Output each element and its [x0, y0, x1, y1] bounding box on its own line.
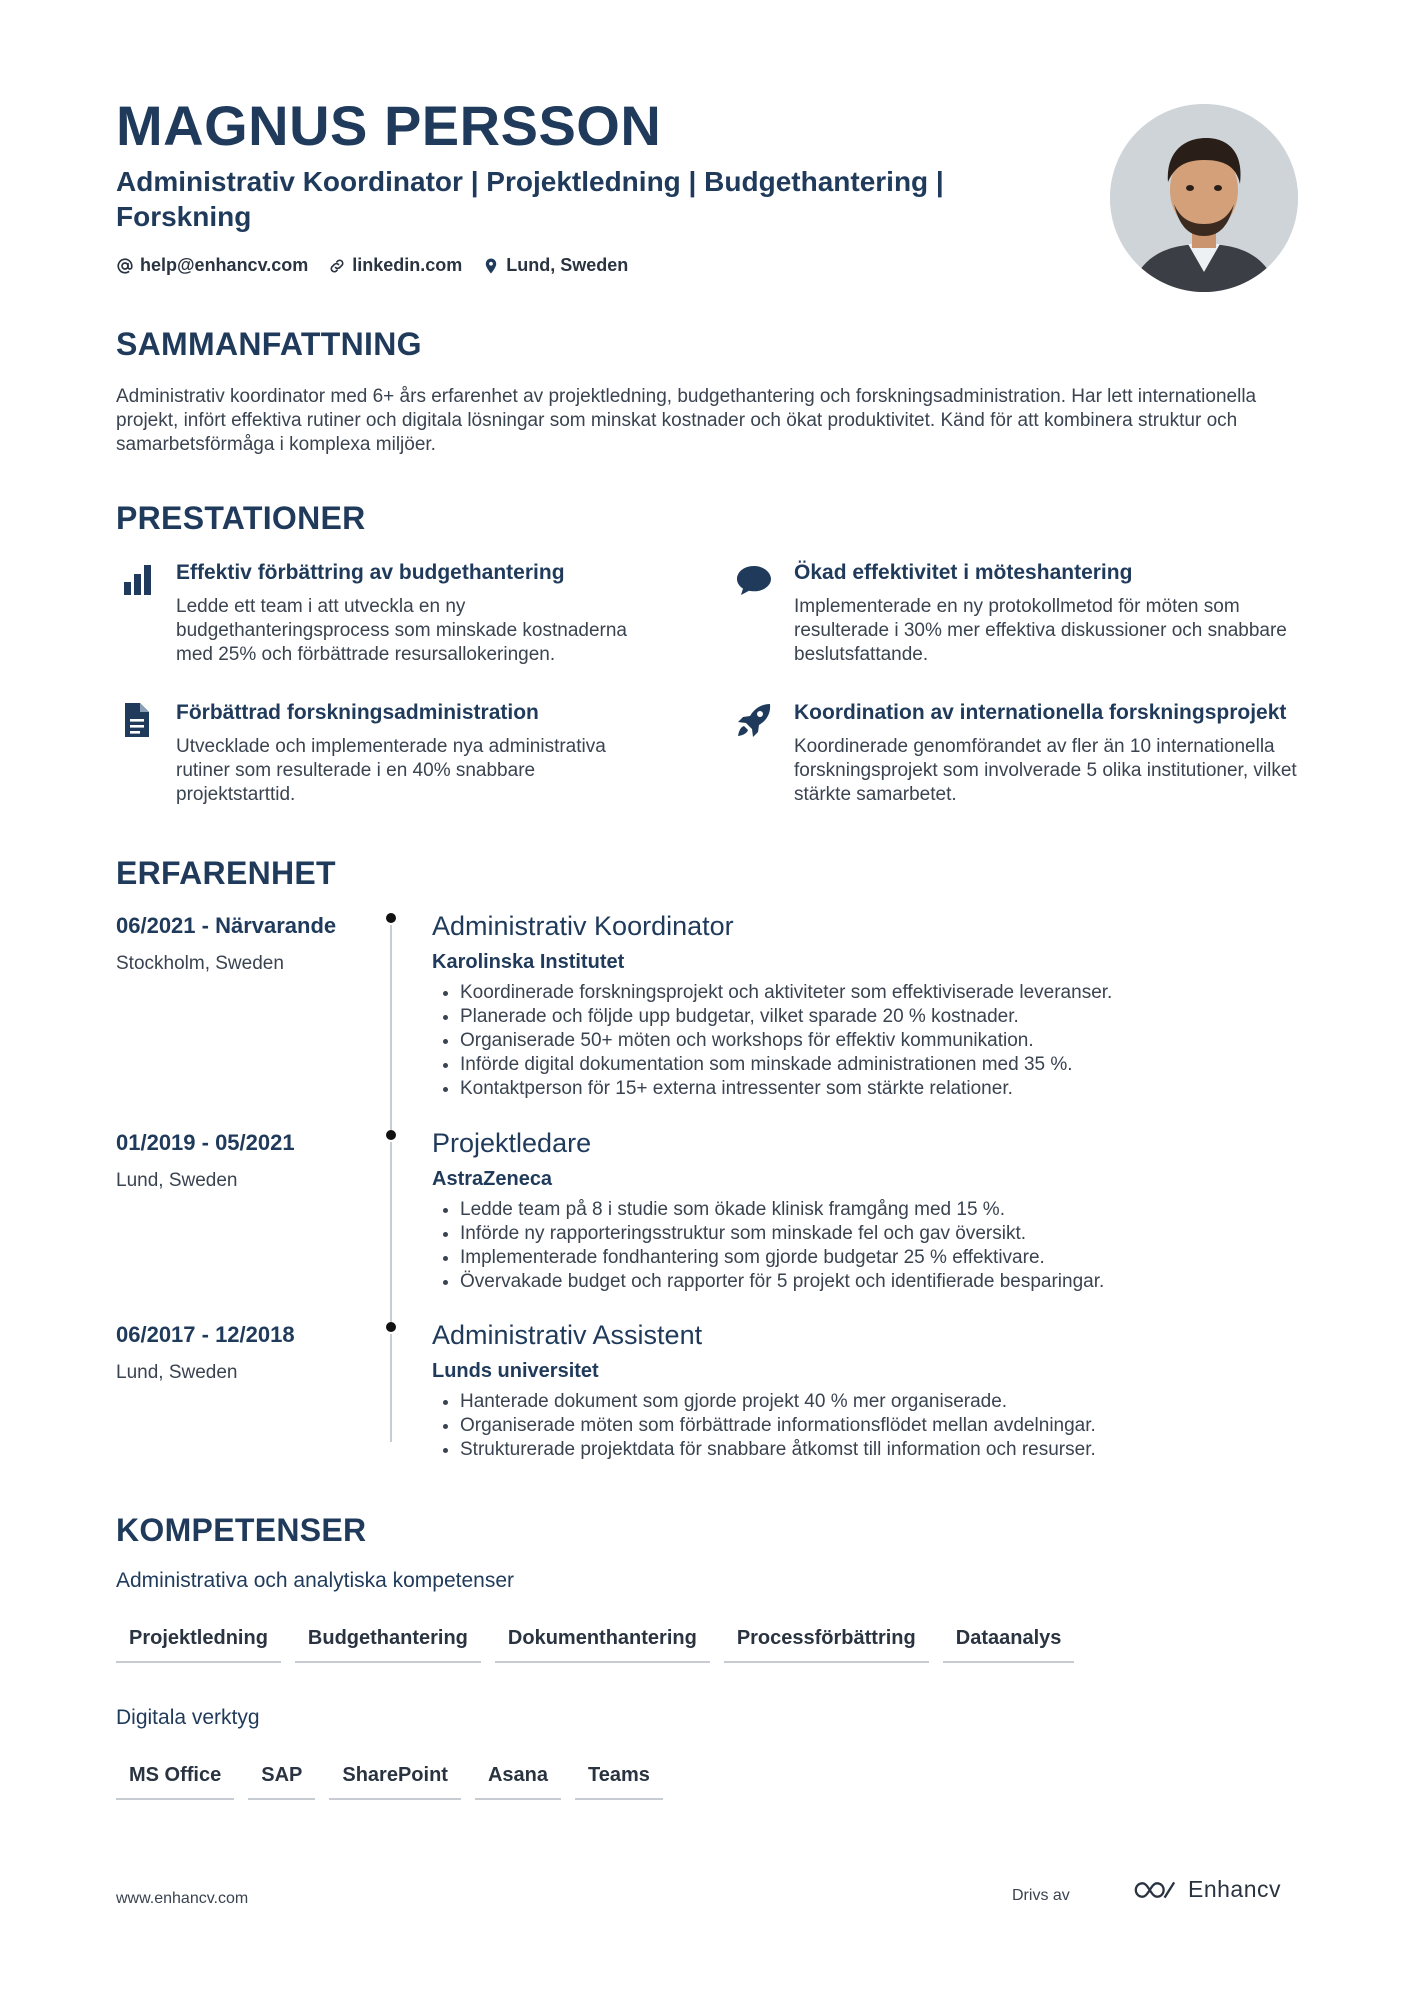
bullet-item: • Övervakade budget och rapporter för 5 projekt och identifierade besparingar. — [460, 1270, 1320, 1294]
link-icon — [328, 257, 346, 275]
bullet-item: • Kontaktperson för 15+ externa intressenter som stärkte relationer. — [460, 1077, 1320, 1101]
skill-tag-list — [116, 1754, 663, 1800]
achievement-item — [734, 560, 1304, 667]
experience-dates: 06/2017 - 12/2018 — [116, 1322, 295, 1347]
experience-company: Karolinska Institutet — [432, 951, 625, 973]
achievement-title: Ökad effektivitet i möteshantering — [794, 561, 1133, 584]
experience-dates: 01/2019 - 05/2021 — [116, 1130, 295, 1155]
skill-tag: Dokumenthantering — [495, 1617, 710, 1663]
bullet-item: • Implementerade fondhantering som gjorde budgetar 25 % effektivare. — [460, 1246, 1320, 1270]
timeline-dot — [386, 1322, 396, 1332]
experience-location: Stockholm, Sweden — [116, 953, 284, 974]
achievement-item — [116, 700, 656, 807]
bullet-item: • Organiserade 50+ möten och workshops för effektiv kommunikation. — [460, 1029, 1320, 1053]
experience-role: Projektledare — [432, 1128, 592, 1158]
contact-linkedin-text: linkedin.com — [352, 255, 463, 275]
achievement-text: Ledde ett team i att utveckla en ny budgethanteringsprocess som minskade kostnaderna med 25% och förbättrade resursallokeringen. — [176, 596, 627, 665]
contact-linkedin[interactable] — [328, 255, 462, 276]
bullet-item: • Koordinerade forskningsprojekt och aktiviteter som effektiviserade leveranser. — [460, 981, 1320, 1005]
achievement-text: Koordinerade genomförandet av fler än 10 internationella forskningsprojekt som involverade 5 olika institutioner, vilket stärkte samarbetet. — [794, 736, 1297, 805]
skills-title: KOMPETENSER — [116, 1512, 367, 1548]
achievement-title: Effektiv förbättring av budgethantering — [176, 561, 565, 584]
skill-tag: MS Office — [116, 1754, 234, 1800]
skill-tag: Dataanalys — [943, 1617, 1075, 1663]
location-pin-icon — [482, 257, 500, 275]
enhancv-logo-icon — [1132, 1878, 1178, 1902]
skill-group-name: Administrativa och analytiska kompetenser — [116, 1569, 515, 1592]
brand-name: Enhancv — [1188, 1876, 1282, 1902]
bar-chart-icon — [116, 560, 156, 600]
bullet-item: • Planerade och följde upp budgetar, vilket sparade 20 % kostnader. — [460, 1005, 1320, 1029]
skill-tag: SharePoint — [329, 1754, 461, 1800]
headline: Administrativ Koordinator | Projektledning | Budgethantering | Forskning — [116, 166, 944, 232]
timeline-dot — [386, 1130, 396, 1140]
skill-tag-list — [116, 1617, 1074, 1663]
timeline-line — [390, 1334, 392, 1442]
bullet-item: • Införde ny rapporteringsstruktur som minskade fel och gav översikt. — [460, 1222, 1320, 1246]
candidate-name: MAGNUS PERSSON — [116, 94, 662, 157]
footer-powered-by: Drivs av — [1012, 1887, 1070, 1904]
experience-role: Administrativ Assistent — [432, 1320, 703, 1350]
speech-bubble-icon — [734, 560, 774, 600]
bullet-item: • Hanterade dokument som gjorde projekt 40 % mer organiserade. — [460, 1390, 1320, 1414]
experience-bullets — [432, 1198, 1320, 1294]
bullet-item: • Införde digital dokumentation som minskade administrationen med 35 %. — [460, 1053, 1320, 1077]
at-icon — [116, 257, 134, 275]
experience-role: Administrativ Koordinator — [432, 911, 734, 941]
timeline-line — [390, 1142, 392, 1322]
contact-location-text: Lund, Sweden — [506, 255, 629, 275]
contact-location — [482, 255, 628, 276]
skill-tag: Teams — [575, 1754, 663, 1800]
experience-bullets — [432, 981, 1320, 1101]
contact-email[interactable] — [116, 255, 308, 276]
timeline-dot — [386, 913, 396, 923]
achievement-item — [734, 700, 1304, 807]
achievements-title: PRESTATIONER — [116, 500, 366, 536]
experience-title: ERFARENHET — [116, 855, 336, 891]
bullet-item: • Strukturerade projektdata för snabbare åtkomst till information och resurser. — [460, 1438, 1320, 1462]
contact-email-text: help@enhancv.com — [140, 255, 309, 275]
experience-company: Lunds universitet — [432, 1360, 599, 1382]
achievement-title: Förbättrad forskningsadministration — [176, 701, 539, 724]
skill-tag: SAP — [248, 1754, 315, 1800]
achievement-text: Implementerade en ny protokollmetod för möten som resulterade i 30% mer effektiva diskussioner och snabbare beslutsfattande. — [794, 596, 1287, 665]
experience-bullets — [432, 1390, 1320, 1462]
achievement-item — [116, 560, 656, 667]
rocket-icon — [734, 700, 774, 740]
experience-location: Lund, Sweden — [116, 1170, 238, 1191]
skill-tag: Budgethantering — [295, 1617, 481, 1663]
summary-text: Administrativ koordinator med 6+ års erfarenhet av projektledning, budgethantering och forskningsadministration. Har lett internationella projekt, infört effektiva rutiner och digitala lösningar som minskat kostnader och ökat produktivitet. Känd för att kombinera struktur och samarbetsförmåga i komplexa miljöer. — [116, 386, 1257, 455]
footer-brand-logo[interactable] — [1132, 1876, 1281, 1903]
skill-group-name: Digitala verktyg — [116, 1706, 260, 1729]
profile-photo — [1110, 104, 1298, 292]
timeline-line — [390, 925, 392, 1130]
contact-list — [116, 255, 628, 276]
footer-website-link[interactable]: www.enhancv.com — [116, 1890, 249, 1907]
achievement-text: Utvecklade och implementerade nya administrativa rutiner som resulterade i en 40% snabbare projektstarttid. — [176, 736, 606, 805]
achievement-title: Koordination av internationella forskningsprojekt — [794, 701, 1287, 724]
skill-tag: Projektledning — [116, 1617, 281, 1663]
bullet-item: • Ledde team på 8 i studie som ökade klinisk framgång med 15 %. — [460, 1198, 1320, 1222]
experience-dates: 06/2021 - Närvarande — [116, 913, 337, 938]
bullet-item: • Organiserade möten som förbättrade informationsflödet mellan avdelningar. — [460, 1414, 1320, 1438]
experience-company: AstraZeneca — [432, 1168, 553, 1190]
summary-title: SAMMANFATTNING — [116, 326, 422, 362]
skill-tag: Processförbättring — [724, 1617, 929, 1663]
experience-location: Lund, Sweden — [116, 1362, 238, 1383]
person-portrait-icon — [1110, 104, 1298, 292]
skill-tag: Asana — [475, 1754, 561, 1800]
document-icon — [116, 700, 156, 740]
